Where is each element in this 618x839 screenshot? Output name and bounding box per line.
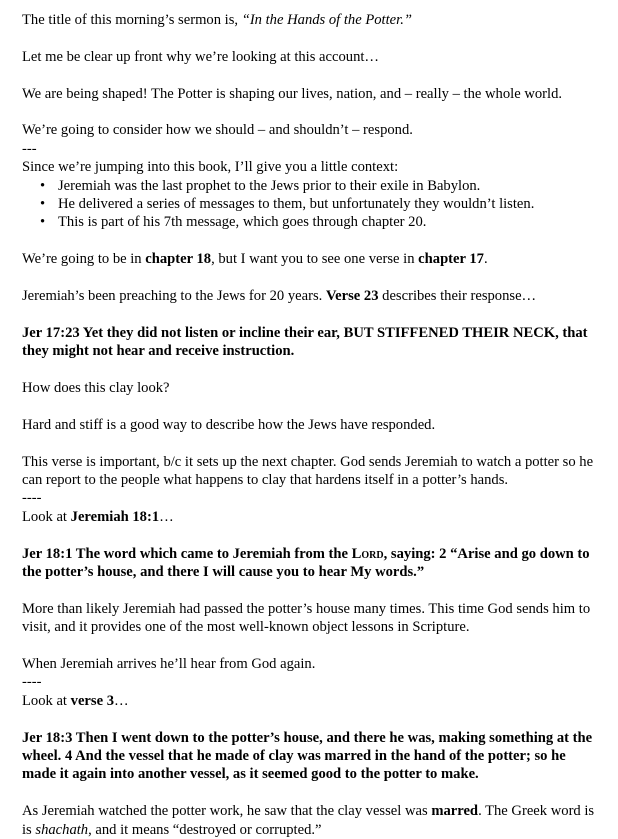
- separator: ----: [22, 490, 42, 507]
- paragraph-marred: [22, 802, 600, 839]
- scripture-jer-18-3: Jer 18:3 Then I went down to the potter’s house, and there he was, making something at the wheel. 4 And the vessel that he made of clay was marred in the hand of the potter; so he made it again into another vessel, as it seemed good to the potter to make.: [22, 729, 593, 783]
- chapter-ref: chapter 17: [418, 251, 484, 268]
- verse-ref: verse 3: [70, 692, 114, 709]
- sermon-title: “In the Hands of the Potter.”: [241, 12, 412, 28]
- text: describes their response…: [378, 288, 537, 305]
- scripture-jer-17-23: Jer 17:23 Yet they did not listen or incline their ear, BUT STIFFENED THEIR NECK, that they might not hear and receive instruction.: [22, 324, 588, 360]
- list-item: • He delivered a series of messages to them, but unfortunately they wouldn’t listen.: [58, 195, 600, 213]
- list-item: • Jeremiah was the last prophet to the Jews prior to their exile in Babylon.: [58, 177, 600, 195]
- text: , saying: 2 “Arise and go down to the potter’s house, and there I will cause you to hear My words.”: [22, 545, 590, 581]
- verse-ref: Jeremiah 18:1: [70, 508, 160, 525]
- text: As Jeremiah watched the potter work, he saw that the clay vessel was: [22, 803, 432, 820]
- text: , but I want you to see one verse in: [211, 251, 419, 268]
- text: Jeremiah’s been preaching to the Jews for 20 years.: [22, 288, 326, 305]
- paragraph-important: This verse is important, b/c it sets up the next chapter. God sends Jeremiah to watch a potter so he can report to the people what happens to clay that hardens itself in a potter’s hands.: [22, 453, 594, 489]
- text: Look at: [22, 692, 71, 709]
- paragraph-purpose: Let me be clear up front why we’re looking at this account…: [22, 48, 380, 65]
- paragraph-clay-question: How does this clay look?: [22, 380, 170, 397]
- paragraph-potters-house: More than likely Jeremiah had passed the potter’s house many times. This time God sends him to visit, and it provides one of the most well-known object lessons in Scripture.: [22, 600, 591, 636]
- separator: ----: [22, 674, 42, 691]
- scripture-jer-18-1: [22, 545, 600, 582]
- paragraph-context: Since we’re jumping into this book, I’ll give you a little context:: [22, 159, 399, 176]
- text: . The Greek word is is: [22, 803, 595, 838]
- paragraph-preaching: [22, 287, 600, 305]
- context-list: [22, 177, 600, 232]
- text: Jer 18:1 The word which came to Jeremiah from the: [22, 545, 352, 562]
- paragraph-chapters: [22, 250, 600, 268]
- paragraph-respond: We’re going to consider how we should – and shouldn’t – respond.: [22, 122, 413, 139]
- paragraph-shaped: We are being shaped! The Potter is shaping our lives, nation, and – really – the whole world.: [22, 85, 563, 102]
- paragraph-look-at-verse-3: [22, 692, 600, 710]
- separator: ---: [22, 140, 37, 157]
- list-item: • This is part of his 7th message, which goes through chapter 20.: [58, 213, 600, 231]
- paragraph-hard-stiff: Hard and stiff is a good way to describe how the Jews have responded.: [22, 416, 436, 433]
- intro-text: The title of this morning’s sermon is,: [22, 12, 242, 28]
- paragraph-arrives: When Jeremiah arrives he’ll hear from God again.: [22, 656, 316, 673]
- lord-smallcaps: Lord: [351, 545, 384, 562]
- text: …: [114, 692, 129, 709]
- verse-ref: Verse 23: [325, 288, 379, 305]
- paragraph-look-at-18-1: [22, 508, 600, 526]
- emphasis-word: marred: [431, 803, 479, 820]
- chapter-ref: chapter 18: [145, 251, 212, 268]
- text: We’re going to be in: [22, 251, 146, 268]
- text: …: [159, 508, 174, 525]
- text: .: [483, 251, 488, 268]
- transliterated-word: shachath: [35, 821, 89, 838]
- sermon-notes-page: [22, 11, 600, 839]
- text: Look at: [22, 508, 71, 525]
- sermon-title-line: [22, 11, 600, 29]
- text: , and it means “destroyed or corrupted.”: [88, 821, 322, 838]
